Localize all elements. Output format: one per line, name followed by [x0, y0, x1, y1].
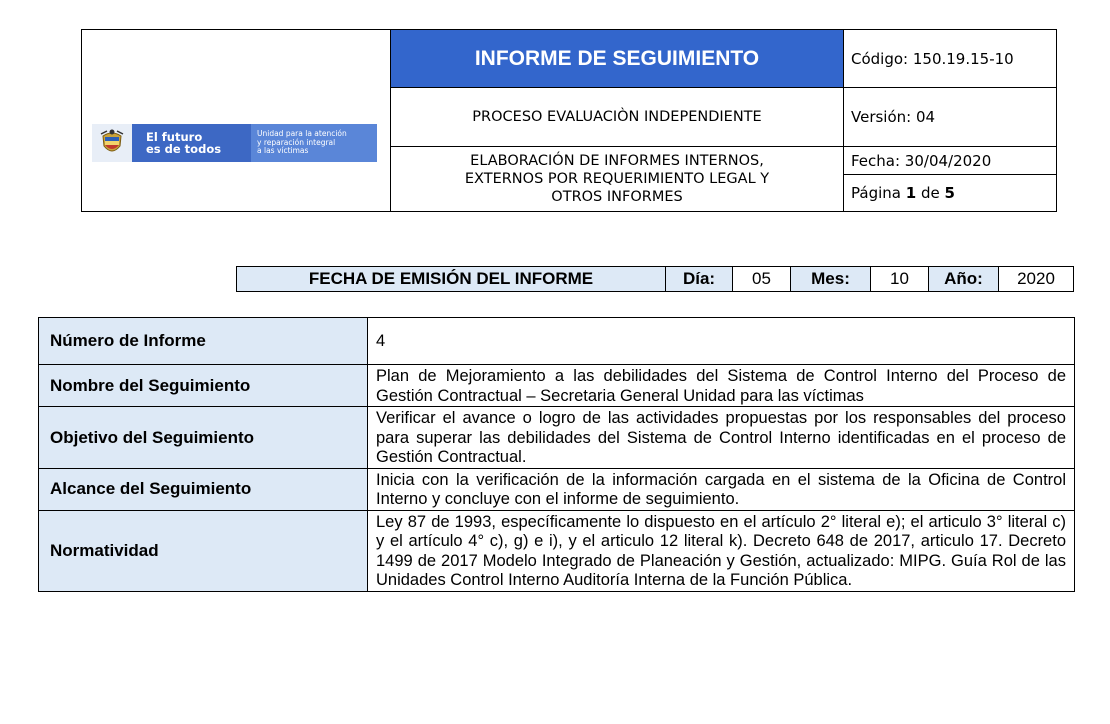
row-label: Nombre del Seguimiento [39, 365, 368, 407]
page-total: 5 [944, 184, 955, 202]
page-prefix: Página [851, 184, 906, 202]
row-label: Alcance del Seguimiento [39, 468, 368, 510]
document-header-table [81, 29, 1057, 212]
emission-label: FECHA DE EMISIÓN DEL INFORME [237, 267, 666, 292]
procedure-line: ELABORACIÓN DE INFORMES INTERNOS, [470, 153, 764, 169]
row-value: Ley 87 de 1993, específicamente lo dispuesto en el artículo 2° literal e); el articulo 3° literal c) y el artículo 4° c), g) e i), y el articulo 12 literal k). Decreto 648 de 2017, articulo 17. Decreto 1499 de 2017 Modelo Integrado de Planeación y Gestión, actualizado: MIPG. Guía Rol de las Unidades Control Interno Auditoría Interna de la Función Pública. [368, 510, 1075, 591]
month-label: Mes: [791, 267, 871, 292]
slogan-line: El futuro [146, 130, 203, 144]
table-row [39, 318, 1075, 365]
page-number: 1 [905, 184, 917, 202]
unit-name-block [251, 124, 377, 162]
unit-name-line: a las víctimas [257, 146, 309, 156]
document-version: Versión: 04 [844, 88, 1057, 147]
slogan-block [132, 124, 251, 162]
document-title: INFORME DE SEGUIMIENTO [391, 30, 844, 88]
document-code: Código: 150.19.15-10 [844, 30, 1057, 88]
unit-name-line: Unidad para la atención [257, 129, 347, 139]
row-value: Inicia con la verificación de la información cargada en el sistema de la Oficina de Control Interno y concluye con el informe de seguimiento. [368, 468, 1075, 510]
year-value: 2020 [999, 267, 1074, 292]
procedure-line: EXTERNOS POR REQUERIMIENTO LEGAL Y [464, 171, 770, 187]
process-name: PROCESO EVALUACIÒN INDEPENDIENTE [391, 88, 844, 147]
table-row [39, 407, 1075, 469]
day-label: Día: [666, 267, 733, 292]
procedure-line: OTROS INFORMES [551, 189, 683, 205]
logo-cell [82, 30, 391, 212]
document-date: Fecha: 30/04/2020 [844, 147, 1057, 175]
row-value: Verificar el avance o logro de las actividades propuestas por los responsables del proceso para superar las debilidades del Sistema de Control Interno identificadas en el proceso de Gestión Contractual. [368, 407, 1075, 469]
table-row [39, 510, 1075, 591]
slogan-line: es de todos [146, 142, 222, 156]
report-info-table [38, 317, 1075, 592]
unit-name-line: y reparación integral [257, 137, 336, 147]
table-row [39, 468, 1075, 510]
colombia-coat-of-arms-icon [92, 124, 132, 162]
table-row [39, 365, 1075, 407]
row-label: Normatividad [39, 510, 368, 591]
emission-date-table [236, 266, 1074, 292]
year-label: Año: [929, 267, 999, 292]
day-value: 05 [733, 267, 791, 292]
page-indicator [844, 175, 1057, 212]
row-label: Objetivo del Seguimiento [39, 407, 368, 469]
row-value: Plan de Mejoramiento a las debilidades del Sistema de Control Interno del Proceso de Gestión Contractual – Secretaria General Unidad para las víctimas [368, 365, 1075, 407]
institution-logo [92, 124, 377, 162]
procedure-name [391, 147, 844, 212]
row-label: Número de Informe [39, 318, 368, 365]
row-value: 4 [368, 318, 1075, 365]
page-of: de [916, 184, 945, 202]
month-value: 10 [871, 267, 929, 292]
